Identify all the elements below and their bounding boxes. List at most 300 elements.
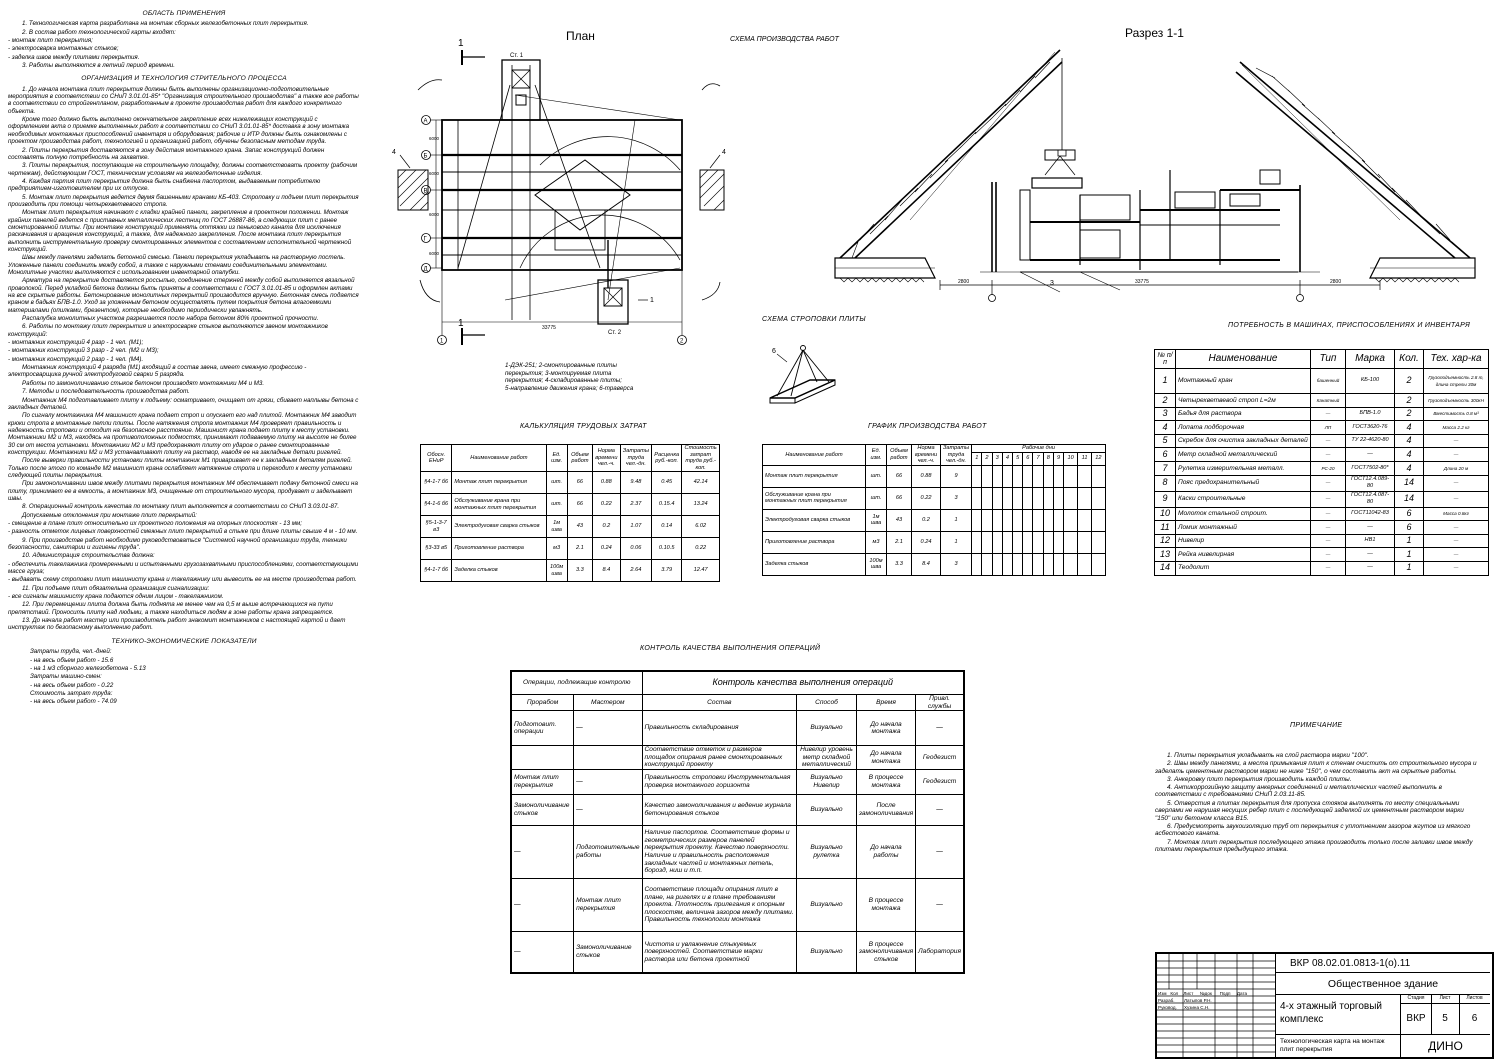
machines-cell: 4 [1155,421,1176,435]
stamp-name-1: Латыпов Р.Н. [1184,998,1212,1003]
schedule-row [763,531,1106,553]
stamp-code: ВКР 08.02.01.0813-1(о).11 [1275,954,1490,973]
org-title: ОРГАНИЗАЦИЯ И ТЕХНОЛОГИЯ СТРИТЕЛЬНОГО ПРОЦЕССА [81,75,287,83]
stamp-h-sheets: Листов [1459,995,1490,1004]
machines-cell: — [1424,548,1489,562]
machines-cell: 13 [1155,548,1176,562]
machines-cell: 10 [1155,507,1176,521]
labor-cell: 0.10.5 [652,538,682,560]
machines-cell: Пояс предохранительный [1176,475,1311,491]
labor-header-cell: Норма времени чел.-ч. [593,445,621,472]
labor-cell: 2.64 [620,560,652,582]
machines-cell: 12 [1155,534,1176,548]
schedule-day-cell [1033,509,1043,531]
schedule-day-cell [982,465,992,487]
schedule-day-cell [1023,553,1033,575]
machines-row [1155,394,1489,408]
labor-header-cell: Затраты труда чел.-дн. [620,445,652,472]
schedule-day-cell [1013,465,1023,487]
schedule-day-cell [1023,487,1033,509]
schedule-day-cell [1091,531,1105,553]
qc-h-time: Время [856,695,915,711]
machines-row [1155,434,1489,448]
machines-row [1155,369,1489,394]
stamp-building: Общественное здание [1275,973,1490,995]
machines-cell: — [1424,534,1489,548]
machines-cell: — [1311,491,1346,507]
machines-cell: — [1424,561,1489,575]
org-paragraph: Распалубка монолитных участков разрешается после набора бетоном 80% проектной прочности. [22,315,319,323]
machines-cell: 14 [1395,491,1424,507]
scope-paragraph: 1. Технологическая карта разработана на монтаж сборных железобетонных плит перекрытия. [22,20,309,28]
tep-line: - на 1 м3 сборного железобетона - 5.13 [30,664,146,672]
schedule-day-cell [1053,531,1063,553]
labor-cell: 3.3 [567,560,592,582]
machines-cell: Каски строительные [1176,491,1311,507]
stamp-sheet: 5 [1431,1003,1460,1034]
plan-legend [505,362,633,392]
legend-line: перекрытия; 4-складированные плиты; [505,377,622,385]
schedule-cell: 0.24 [912,531,941,553]
org-paragraph: 3. Плиты перекрытия, поступающие на строительную площадку, должны соответствовать проекту (рабочим чертежам), действующим ГОСТ, техническим условиям на железобетонные изделия. [8,162,358,177]
schedule-day-cell [1091,553,1105,575]
machines-cell [1346,394,1395,408]
qc-cell: До начала работы [856,825,915,878]
org-paragraph: - разность отметок лицевых поверхностей смежных плит перекрытий в стыке при длине плиты свыше 4 м - 10 мм. [8,528,358,536]
label-4-right: 4 [722,149,726,156]
schedule-cell: 3.3 [887,553,912,575]
tep-line: - на весь объем работ - 74.09 [30,698,117,706]
qc-cell: В процессе монтажа [856,878,915,931]
qc-cell: До начала монтажа [856,711,915,746]
qc-cell: Качество замоноличивания и ведение журнала бетонирования стыков [642,794,797,825]
machines-cell: 8 [1155,475,1176,491]
section-drawing [835,50,1475,302]
org-paragraph: - монтажник конструкций 2 разр - 1 чел. (М4). [8,355,144,363]
plan-drawing [392,38,726,345]
labor-cell: 12.47 [682,560,720,582]
stamp-object: 4-х этажный торговый комплекс [1275,995,1400,1035]
org-paragraph: 9. При производстве работ необходимо руководствоваться "Системой научной организации труда, техники безопасности, санитарии и гигиены труда". [8,536,347,552]
org-paragraph: Допускаемые отклонения при монтаже плит перекрытий: [22,511,197,519]
machines-cell: ГОСТ12.4.089-80 [1346,475,1395,491]
schedule-header-cell: Объем работ [887,445,912,466]
schedule-header-row [763,445,1106,453]
schedule-day-cell [1064,487,1078,509]
stamp-col: Кол [1170,991,1179,996]
qc-row [511,825,964,878]
qc-cell: Визуально Нивелир [797,769,857,794]
machines-cell: — [1346,448,1395,462]
org-paragraph: Швы между панелями заделать бетонной смесью. Панели перекрытия укладывать на растворную постель. Уложенные панели соединить между собой, а также с наружными стенами соединительными элементами. Монолитные участки выполняются с использованием инвентарной опалубки. [8,254,346,276]
schedule-day-cell [972,553,982,575]
machines-cell: ГОСТ7502-80* [1346,461,1395,475]
machines-cell: 6 [1395,521,1424,535]
labor-cell: Электродуговая сварка стыков [452,516,546,538]
schedule-day-cell [1033,465,1043,487]
machines-cell: — [1311,534,1346,548]
labor-cell: 0.15.4 [652,494,682,516]
machines-cell: 3 [1155,407,1176,421]
org-paragraph: 8. Операционный контроль качества по монтажу плит выполняется в соответствии со СНиП 3.03.01-87. [22,503,340,511]
qc-cell: — [511,878,574,931]
schedule-day-cell [1064,509,1078,531]
machines-row [1155,421,1489,435]
qc-cell: Нивелир уровень метр складной металлический [797,746,857,770]
labor-cell: 2.37 [620,494,652,516]
machines-cell: 14 [1155,561,1176,575]
qc-h-foreman: Прорабом [511,695,574,711]
scope-title: ОБЛАСТЬ ПРИМЕНЕНИЯ [142,10,226,17]
machines-cell: — [1424,448,1489,462]
machines-cell: 6 [1155,448,1176,462]
qc-cell: Замоноличивание стыков [574,931,642,973]
schedule-header-cell: Затраты труда чел.-дн. [941,445,972,466]
drawings-svg [380,10,1500,345]
labor-header-cell: Расценка руб.-коп. [652,445,682,472]
org-paragraph: 5. Монтаж плит перекрытия ведется двумя башенными кранами КБ-403. Строповку и подъем плит перекрытия производить при помощи четырехветвевого стропа. [8,193,359,208]
labor-cell: 8.4 [593,560,621,582]
labor-cell: §4-1-7 б6 [421,472,452,494]
schedule-cell: 3 [941,553,972,575]
machines-cell: башенный [1311,369,1346,394]
crane-right [1236,62,1475,282]
qc-cell: — [916,794,964,825]
schedule-day: 4 [1002,452,1012,465]
stand-2-label: Ст. 2 [608,330,622,336]
schedule-day: 6 [1023,452,1033,465]
org-paragraph: После выверки правильности установки плиты монтажник М1 приваривает ее к закладным деталям ригелей. Только после этого по команде М2 машинист крана ослабляет натяжение стропа и переходит к месту установки следующей плиты перекрытия. [8,457,353,479]
schedule-day-cell [1053,465,1063,487]
machines-cell: — [1311,561,1346,575]
schedule-cell: 66 [887,487,912,509]
machines-cell: 1 [1155,369,1176,394]
machines-cell: 4 [1395,448,1424,462]
stamp-col: Подп [1219,991,1231,996]
machines-cell: Грузоподъемность 2.8 т, длина стрелы 30м [1424,369,1489,394]
org-paragraph: 4. Каждая партия плит перекрытия должна быть снабжена паспортом, выдаваемым потребителю предприятием-изготовителем при их отпуске. [8,177,321,193]
labor-header-cell: Стоимость затрат труда руб.-коп. [682,445,720,472]
note-item: 7. Монтаж плит перекрытия последующего этажа производить только после заливки швов между плитами перекрытия предыдущего этажа. [1155,838,1473,854]
schedule-day-cell [1043,531,1053,553]
schedule-day-cell [992,465,1002,487]
stamp-col: Изм [1158,991,1167,996]
machines-header-cell: Тип [1311,350,1346,369]
org-paragraph: 10. Администрация строительства должна: [22,552,155,560]
sling-label: 6 [772,348,776,355]
plan-title: План [566,29,595,43]
schedule-day-cell [1043,509,1053,531]
labor-cell: §3-33 в5 [421,538,452,560]
labor-cell: 0.2 [593,516,621,538]
machines-cell: 14 [1395,475,1424,491]
note-item: 5. Отверстия в плитах перекрытия для пропуска стояков выполнять по месту специальными сверлами не нарушая несущих ребер плит с последующей заделкой их цементным раствором марки "150" или бетоном класса В15. [1155,799,1464,822]
qc-cell: Правильность строповки Инструментальная проверка монтажного горизонта [642,769,797,794]
machines-row [1155,475,1489,491]
crane-left [835,50,1066,282]
machines-cell: — [1346,521,1395,535]
labor-table [420,444,720,582]
axis-1: 1 [440,338,444,345]
labor-cell: §4-1-7 б6 [421,560,452,582]
machines-cell: 4 [1395,461,1424,475]
dim-left-4: 6000 [429,251,440,256]
qc-cell: Чистота и увлажнение стыкуемых поверхностей. Соответствие марки раствора или бетона проектной [642,931,797,973]
note-item: 3. Анкеровку плит перекрытия производить каждой плиты. [1167,775,1352,783]
schedule-header-days: Рабочие дни [972,445,1106,453]
machines-cell: 1 [1395,534,1424,548]
dim-left-2: 6000 [429,171,440,176]
machines-cell: ЛП [1311,421,1346,435]
qc-cell: Наличие паспортов. Соответствие формы и геометрических размеров панелей перекрытия проекту. Качество поверхности. Наличие и правильность расположения закладных частей и монтажных петель, борозд, ниш и т.п. [642,825,797,878]
labor-cell: м3 [546,538,567,560]
schedule-day: 3 [992,452,1002,465]
machines-cell: 2 [1395,369,1424,394]
qc-cell: — [916,711,964,746]
schedule-cell: шт. [866,465,887,487]
org-paragraph: - все сигналы машинисту крана подаются одним лицом - такелажником. [8,593,224,601]
machines-table [1154,349,1489,576]
machines-cell: Бадья для раствора [1176,407,1311,421]
stamp-sheet-title: Технологическая карта на монтаж плит перекрытия [1275,1035,1400,1057]
org-paragraph: 12. При перемещении плита должна быть поднята не менее чем на 0,5 м выше встречающихся на пути препятствий. Проносить плиту над людьми, а также находиться людям в зоне работы крана запрещается. [8,601,334,616]
machines-cell: — [1424,521,1489,535]
labor-cell: 1.07 [620,516,652,538]
stamp-col: Лист [1183,991,1194,996]
labor-cell: 1м шва [546,516,567,538]
qc-cell: Соответствие отметок и размеров площадок опирания ранее смонтированных конструкций проекту [642,746,797,770]
machines-cell: — [1424,434,1489,448]
qc-row [511,746,964,770]
schedule-day-cell [972,509,982,531]
schedule-table [762,444,1106,576]
qc-cell: — [916,825,964,878]
qc-cell [511,746,574,770]
machines-cell: — [1311,521,1346,535]
schedule-day-cell [1091,465,1105,487]
schedule-day-cell [1053,509,1063,531]
labor-row [421,494,720,516]
machines-cell: Нивелир [1176,534,1311,548]
machines-row [1155,407,1489,421]
machines-row [1155,461,1489,475]
stamp-sheets: 6 [1471,1013,1478,1024]
axis-g: Г [423,236,427,243]
machines-cell: ГОСТ12.4.087-80 [1346,491,1395,507]
machines-row [1155,448,1489,462]
labor-cell: 0.24 [593,538,621,560]
labor-row [421,472,720,494]
qc-cell: Монтаж плит перекрытия [574,878,642,931]
machines-cell: 7 [1155,461,1176,475]
schedule-title: ГРАФИК ПРОИЗВОДСТВА РАБОТ [868,423,987,430]
labor-cell: 3.79 [652,560,682,582]
schedule-day-cell [1043,553,1053,575]
qc-cell: Правильность складирования [642,711,797,746]
legend-line: 5-направление движения крана; 6-траверса [505,384,634,392]
machines-cell: Масса 2.2 кг [1424,421,1489,435]
qc-cell [574,746,642,770]
machines-cell: РС-20 [1311,461,1346,475]
labor-header-cell: Объем работ [567,445,592,472]
labor-cell: 9.48 [620,472,652,494]
schedule-day: 12 [1091,452,1105,465]
tep-line: - на весь объем работ - 0.22 [30,681,114,689]
machines-cell: Монтажный кран [1176,369,1311,394]
labor-row [421,516,720,538]
section-dim-total: 33775 [1135,279,1149,285]
schedule-row [763,553,1106,575]
stamp-name-2: Хузина С.Н. [1184,1005,1210,1010]
schedule-cell: 100м шва [866,553,887,575]
machines-header-cell: Кол. [1395,350,1424,369]
schedule-day: 1 [972,452,982,465]
note-item: 1. Плиты перекрытия укладывать на слой раствора марки "100". [1167,752,1369,759]
qc-row [511,794,964,825]
machines-header-cell: Наименование [1176,350,1311,369]
qc-h-ops: Операции, подлежащие контролю [511,671,642,695]
section-dim-left: 2800 [958,279,970,285]
machines-header-cell: Марка [1346,350,1395,369]
labor-cell: 43 [567,516,592,538]
schedule-cell: 0.2 [912,509,941,531]
labor-cell: 100м шва [546,560,567,582]
schedule-day-cell [1033,531,1043,553]
schedule-row [763,487,1106,509]
schedule-day-cell [1013,553,1023,575]
scope-list [8,20,360,69]
stamp-col: №док [1199,991,1212,996]
machines-cell: 11 [1155,521,1176,535]
schedule-day-cell [1023,465,1033,487]
legend-line: 1-ДЭК-251; 2-смонтированные плиты [505,362,617,369]
machines-header-cell: № п/п [1155,350,1176,369]
schedule-day-cell [1013,531,1023,553]
qc-cell: Соответствие площади опирания плит в плане, на ригелях и в плане требованиям проекта. Плотность прилегания к опорным плоскостям, величина зазоров между плитами. Правильность технологии монтажа [642,878,797,931]
machines-cell: 1 [1395,548,1424,562]
tep-line: Затраты машино-смен: [30,673,102,681]
tep-line: - на весь объем работ - 15.6 [30,656,114,664]
label-4-left: 4 [392,149,396,156]
org-paragraph: Работы по замоноличиванию стыков бетоном производят монтажники М4 и М3. [22,379,265,387]
qc-row [511,769,964,794]
labor-cell: 0.14 [652,516,682,538]
qc-cell: В процессе монтажа [856,769,915,794]
note-item: 2. Швы между панелями, а места примыкания плит к стенам очистить от строительного мусора и заделать цементным раствором марки не ниже "150", о чем составить акт на скрытые работы. [1155,760,1477,775]
org-paragraph: - выдавать схему строповки плит машинисту крана и такелажнику или вывесить ее на месте производства работ. [8,576,357,584]
qc-cell: Замоноличивание стыков [511,794,574,825]
stamp-h-stage: Стадия [1401,995,1432,1004]
section-title: Разрез 1-1 [1125,26,1184,40]
qc-h-master: Мастером [574,695,642,711]
schedule-cell: Приготовление раствора [763,531,866,553]
labor-header-cell: Ед. изм. [546,445,567,472]
schedule-day-cell [1064,531,1078,553]
qc-cell: Визуально [797,794,857,825]
title-block [1155,952,1494,1059]
machines-cell: — [1311,507,1346,521]
machines-cell: ТУ 22-4620-80 [1346,434,1395,448]
machines-cell: — [1424,491,1489,507]
machines-cell: БПВ-1.0 [1346,407,1395,421]
plan-dim-bottom: 33775 [542,325,556,331]
schedule-cell: 8.4 [912,553,941,575]
schedule-day-cell [1033,487,1043,509]
machines-cell: Скребок для очистка закладных деталей [1176,434,1311,448]
qc-h-involved: Привл. службы [916,695,964,711]
qc-cell: Монтаж плит перекрытия [511,769,574,794]
machines-cell: Метр складной металлический [1176,448,1311,462]
machines-cell: 4 [1395,421,1424,435]
tep-list [8,648,360,705]
schedule-day-cell [1078,509,1092,531]
stamp-sheet-info [1400,995,1490,1035]
schedule-day-cell [1023,531,1033,553]
schedule-cell: 3 [941,487,972,509]
machines-cell: 9 [1155,491,1176,507]
schedule-day: 10 [1064,452,1078,465]
machines-cell: Ломик монтажный [1176,521,1311,535]
schedule-day-cell [992,531,1002,553]
schedule-cell: Обслуживание крана при монтажных плит перекрытия [763,487,866,509]
machines-cell: — [1346,561,1395,575]
schedule-day-cell [1091,487,1105,509]
section-label-3: 3 [1050,280,1054,287]
legend-line: перекрытия; 3-монтируемая плита [505,369,612,377]
stamp-cols [1158,991,1247,996]
scope-paragraph: 3. Работы выполняются в летний период времени. [22,62,175,70]
machines-cell: 2 [1155,394,1176,408]
org-paragraph: 11. При подъеме плит обязательна организация сигнализации: [22,584,210,592]
machines-cell: Рейка нивелирная [1176,548,1311,562]
scope-paragraph: 2. В состав работ технологической карты входят: [22,28,176,36]
section-mark-bottom: 1 [458,318,464,329]
labor-cell: 0.06 [620,538,652,560]
machines-cell: Длина 20 м [1424,461,1489,475]
schedule-cell: 43 [887,509,912,531]
schedule-day-cell [1002,553,1012,575]
schedule-day-cell [1023,509,1033,531]
schedule-header-cell: Норма времени чел.-ч. [912,445,941,466]
labor-cell: §4-1-6 б6 [421,494,452,516]
scope-paragraph: - заделка швов между плитами перекрытия. [8,53,140,61]
org-paragraph: Монтажник М4 подготавливает плиту к подъему: осматривает, очищает от грязи, сбивает наплывы бетона с закладных деталей. [8,396,359,411]
labor-row [421,538,720,560]
machines-cell: 1 [1395,561,1424,575]
labor-cell: шт. [546,494,567,516]
machines-cell: Канатный [1311,394,1346,408]
labor-cell: шт. [546,472,567,494]
org-list [8,86,360,632]
schedule-day: 7 [1033,452,1043,465]
schedule-day-cell [1053,553,1063,575]
qc-cell: Подготовительные работы [574,825,642,878]
org-paragraph: - смещение в плане плит относительно их проектного положения на опорных плоскостях - 13 мм; [8,520,302,527]
org-paragraph: 7. Методы и последовательность производства работ. [22,388,190,396]
schedule-day: 5 [1013,452,1023,465]
org-paragraph: Монтажник конструкций 4 разряда (М1) входящий в состав звена, имеет смежную профессию - электросварщика ручной электродуговой сварки 5 разряда. [8,364,307,379]
labor-cell: 42.14 [682,472,720,494]
labor-cell: 0.45 [652,472,682,494]
qc-cell: — [574,769,642,794]
labor-cell: 66 [567,494,592,516]
schedule-day-cell [1064,465,1078,487]
machines-cell: Молоток стальной строит. [1176,507,1311,521]
machines-row [1155,507,1489,521]
schedule-day-cell [982,487,992,509]
schedule-header-cell: Ед. изм. [866,445,887,466]
schedule-day: 8 [1043,452,1053,465]
